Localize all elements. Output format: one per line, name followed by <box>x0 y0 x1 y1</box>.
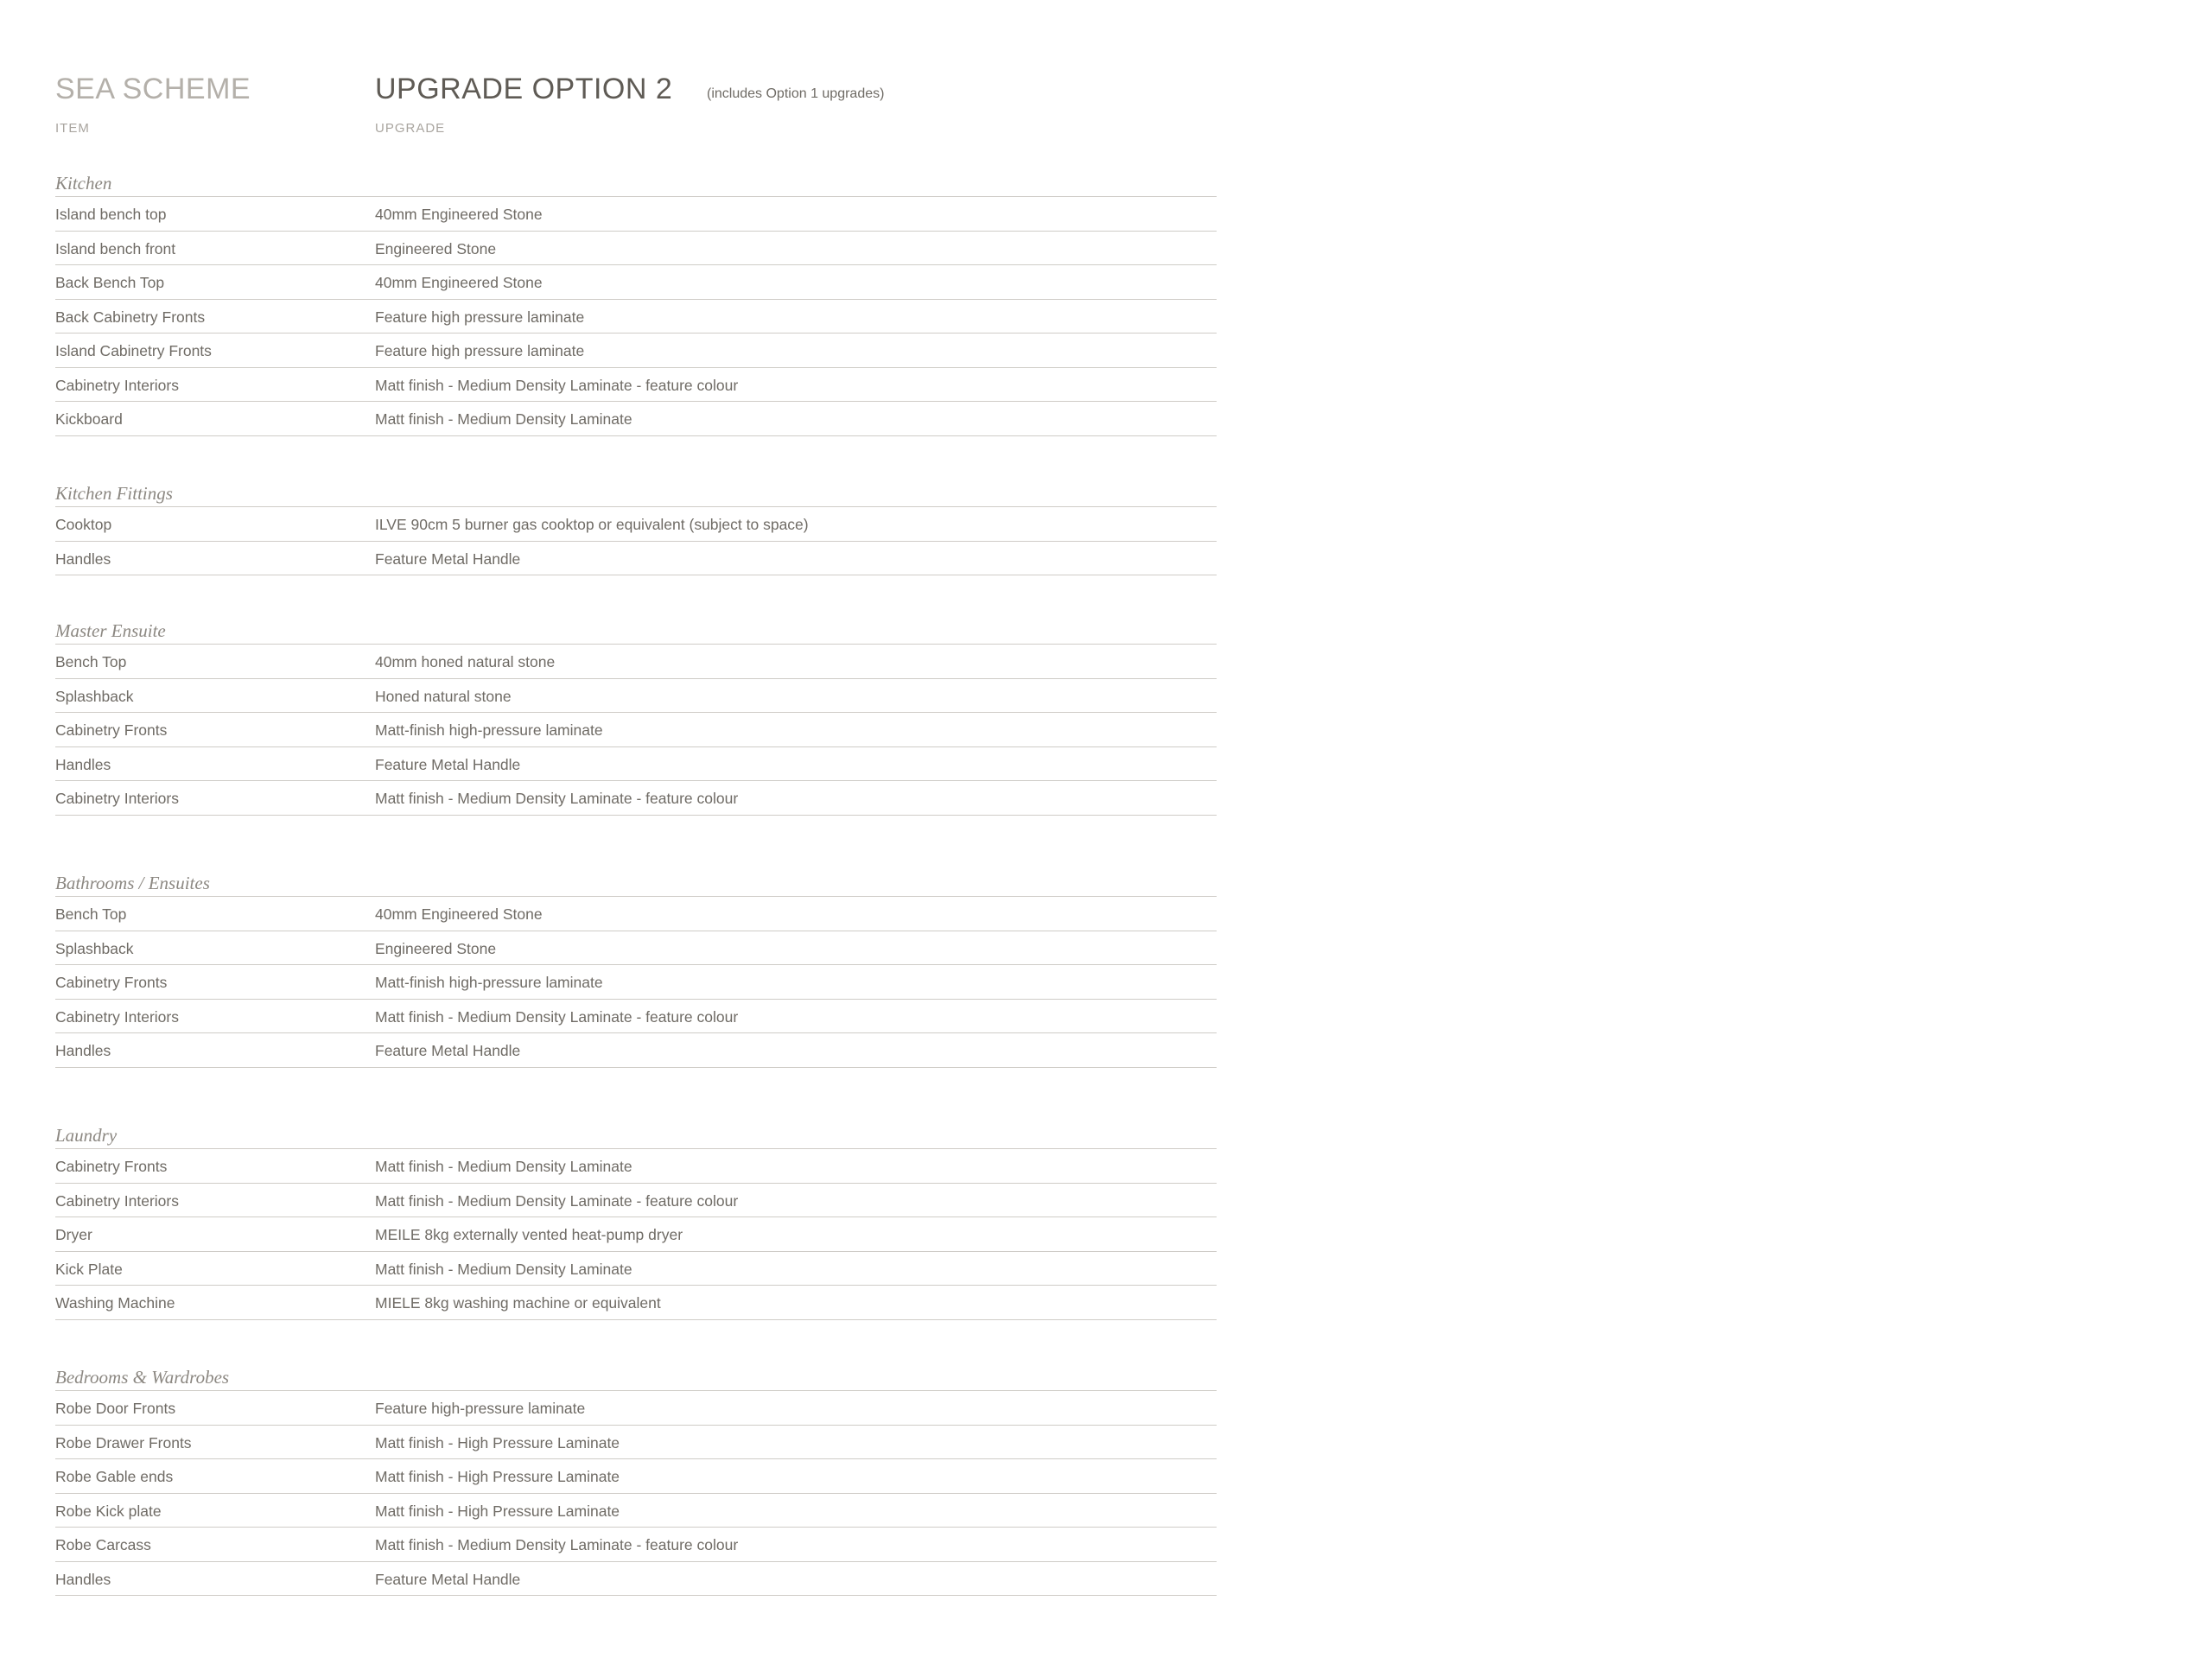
upgrade-cell: Feature Metal Handle <box>375 1042 521 1059</box>
table-row <box>55 965 1217 1000</box>
item-cell: Robe Door Fronts <box>55 1400 176 1417</box>
table-row <box>55 713 1217 747</box>
section-title: Laundry <box>55 1122 1217 1149</box>
scheme-title: SEA SCHEME <box>55 73 251 105</box>
upgrade-cell: MIELE 8kg washing machine or equivalent <box>375 1294 661 1312</box>
table-row <box>55 334 1217 368</box>
upgrade-cell: 40mm honed natural stone <box>375 653 556 670</box>
item-cell: Handles <box>55 755 111 773</box>
section <box>55 618 1217 816</box>
upgrade-cell: Matt finish - Medium Density Laminate <box>375 410 632 428</box>
upgrade-cell: Matt finish - Medium Density Laminate - feature colour <box>375 790 739 807</box>
item-cell: Robe Gable ends <box>55 1468 174 1485</box>
item-cell: Splashback <box>55 939 134 957</box>
table-row <box>55 1149 1217 1184</box>
table-row <box>55 1217 1217 1252</box>
section <box>55 170 1217 436</box>
section-title: Bedrooms & Wardrobes <box>55 1364 1217 1391</box>
item-cell: Cooktop <box>55 516 112 533</box>
upgrade-cell: Feature Metal Handle <box>375 755 521 773</box>
item-cell: Splashback <box>55 687 134 705</box>
table-row <box>55 197 1217 232</box>
upgrade-cell: Engineered Stone <box>375 239 497 257</box>
table-row <box>55 1184 1217 1218</box>
section-title: Master Ensuite <box>55 618 1217 645</box>
column-header-upgrade: UPGRADE <box>375 121 446 136</box>
table-row <box>55 1000 1217 1034</box>
column-headers <box>55 121 1217 138</box>
item-cell: Handles <box>55 1042 111 1059</box>
table-row <box>55 507 1217 542</box>
table-row <box>55 265 1217 300</box>
table-row <box>55 1033 1217 1068</box>
item-cell: Kick Plate <box>55 1260 123 1278</box>
table-row <box>55 1426 1217 1460</box>
table-row <box>55 1562 1217 1597</box>
item-cell: Handles <box>55 1570 111 1588</box>
upgrade-cell: Matt finish - High Pressure Laminate <box>375 1433 620 1452</box>
table-row <box>55 402 1217 436</box>
option-note: (includes Option 1 upgrades) <box>707 86 885 101</box>
item-cell: Cabinetry Interiors <box>55 790 179 807</box>
section <box>55 480 1217 575</box>
option-title: UPGRADE OPTION 2 <box>375 73 673 105</box>
section <box>55 1364 1217 1596</box>
table-row <box>55 1459 1217 1494</box>
upgrade-cell: Feature high pressure laminate <box>375 342 585 359</box>
table-row <box>55 1494 1217 1528</box>
item-cell: Dryer <box>55 1226 92 1243</box>
upgrade-cell: 40mm Engineered Stone <box>375 206 543 223</box>
upgrade-cell: Feature Metal Handle <box>375 1570 521 1588</box>
section-title: Kitchen Fittings <box>55 480 1217 507</box>
upgrade-cell: 40mm Engineered Stone <box>375 274 543 291</box>
upgrade-cell: Matt finish - Medium Density Laminate - feature colour <box>375 1191 739 1210</box>
column-header-item: ITEM <box>55 121 90 136</box>
section-title: Bathrooms / Ensuites <box>55 870 1217 897</box>
upgrade-cell: Honed natural stone <box>375 687 512 705</box>
upgrade-cell: MEILE 8kg externally vented heat-pump dryer <box>375 1226 683 1243</box>
upgrade-cell: Matt finish - High Pressure Laminate <box>375 1502 620 1520</box>
section <box>55 870 1217 1068</box>
upgrade-cell: Matt finish - Medium Density Laminate - feature colour <box>375 1536 739 1553</box>
table-row <box>55 931 1217 966</box>
item-cell: Back Bench Top <box>55 274 165 291</box>
item-cell: Island Cabinetry Fronts <box>55 342 212 359</box>
upgrade-cell: Matt finish - Medium Density Laminate - feature colour <box>375 376 739 394</box>
table-row <box>55 1286 1217 1320</box>
item-cell: Back Cabinetry Fronts <box>55 308 206 326</box>
upgrade-cell: Matt-finish high-pressure laminate <box>375 974 603 991</box>
item-cell: Bench Top <box>55 905 127 923</box>
spec-sheet <box>55 73 1217 1588</box>
table-row <box>55 1252 1217 1286</box>
table-row <box>55 679 1217 714</box>
item-cell: Robe Kick plate <box>55 1502 162 1520</box>
table-row <box>55 368 1217 403</box>
upgrade-cell: Feature high pressure laminate <box>375 308 585 326</box>
upgrade-cell: ILVE 90cm 5 burner gas cooktop or equivalent (subject to space) <box>375 516 809 533</box>
upgrade-cell: Matt finish - Medium Density Laminate - feature colour <box>375 1007 739 1026</box>
table-row <box>55 897 1217 931</box>
table-row <box>55 645 1217 679</box>
item-cell: Cabinetry Fronts <box>55 721 168 739</box>
header <box>55 73 1217 107</box>
upgrade-cell: Matt finish - Medium Density Laminate <box>375 1158 632 1175</box>
table-row <box>55 747 1217 782</box>
item-cell: Handles <box>55 549 111 568</box>
upgrade-cell: Feature Metal Handle <box>375 549 521 568</box>
item-cell: Cabinetry Fronts <box>55 974 168 991</box>
upgrade-cell: Matt-finish high-pressure laminate <box>375 721 603 739</box>
item-cell: Cabinetry Interiors <box>55 1191 179 1210</box>
section-title: Kitchen <box>55 170 1217 197</box>
table-row <box>55 781 1217 816</box>
upgrade-cell: Matt finish - High Pressure Laminate <box>375 1468 620 1485</box>
item-cell: Cabinetry Interiors <box>55 376 179 394</box>
upgrade-cell: Engineered Stone <box>375 939 497 957</box>
item-cell: Robe Carcass <box>55 1536 151 1553</box>
item-cell: Island bench top <box>55 206 167 223</box>
upgrade-cell: 40mm Engineered Stone <box>375 905 543 923</box>
item-cell: Washing Machine <box>55 1294 175 1312</box>
table-row <box>55 542 1217 576</box>
table-row <box>55 300 1217 334</box>
item-cell: Island bench front <box>55 239 176 257</box>
table-row <box>55 1528 1217 1562</box>
section <box>55 1122 1217 1320</box>
item-cell: Kickboard <box>55 410 123 428</box>
table-row <box>55 232 1217 266</box>
item-cell: Bench Top <box>55 653 127 670</box>
item-cell: Cabinetry Fronts <box>55 1158 168 1175</box>
item-cell: Cabinetry Interiors <box>55 1007 179 1026</box>
upgrade-cell: Matt finish - Medium Density Laminate <box>375 1260 632 1278</box>
item-cell: Robe Drawer Fronts <box>55 1433 192 1452</box>
upgrade-cell: Feature high-pressure laminate <box>375 1400 586 1417</box>
table-row <box>55 1391 1217 1426</box>
